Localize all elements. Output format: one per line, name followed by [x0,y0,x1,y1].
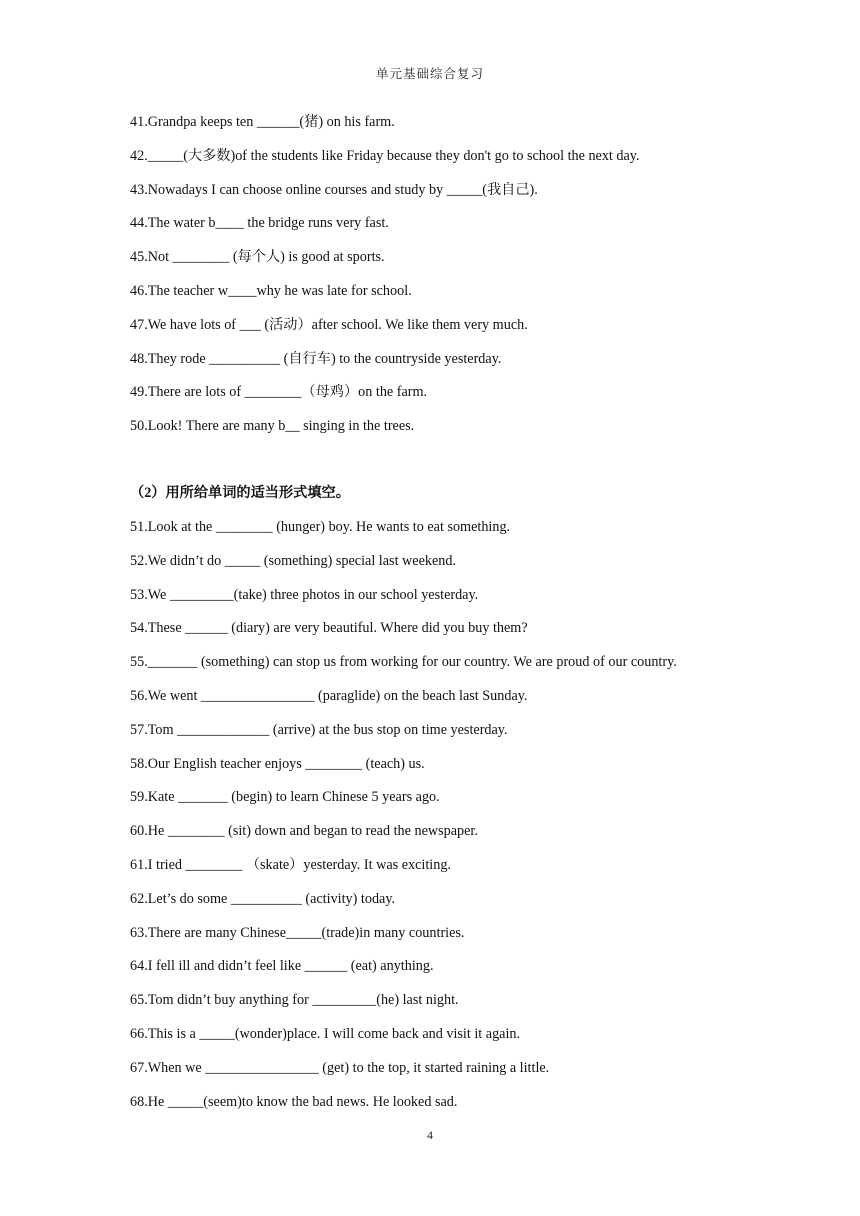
exercise-item: 58.Our English teacher enjoys ________ (teach) us. [130,755,425,772]
exercise-item: 46.The teacher w____why he was late for school. [130,283,412,299]
exercise-item: 51.Look at the ________ (hunger) boy. He wants to eat something. [130,519,511,535]
exercise-item: 56.We went ________________ (paraglide) on the beach last Sunday. [130,688,528,704]
exercise-item: 61.I tried ________ （skate）yesterday. It was exciting. [130,857,451,873]
exercise-item: 52.We didn’t do _____ (something) special last weekend. [130,552,457,569]
exercise-item: 63.There are many Chinese_____(trade)in many countries. [130,924,465,941]
exercise-item: 47.We have lots of ___ (活动）after school. We like them very much. [130,316,528,333]
exercise-item: 64.I fell ill and didn’t feel like ______ (eat) anything. [130,958,434,975]
exercise-item: 67.When we ________________ (get) to the top, it started raining a little. [130,1059,550,1076]
exercise-item: 65.Tom didn’t buy anything for _________(he) last night. [130,992,459,1009]
exercise-item: 54.These ______ (diary) are very beautiful. Where did you buy them? [130,620,528,637]
exercise-item: 45.Not ________ (每个人) is good at sports. [130,249,385,266]
exercise-item: 53.We _________(take) three photos in our school yesterday. [130,586,479,603]
exercise-item: 41.Grandpa keeps ten ______(猪) on his farm. [130,114,395,130]
page-number: 4 [427,1128,433,1142]
exercise-item: 44.The water b____ the bridge runs very fast. [130,215,389,232]
page-header: 单元基础综合复习 [375,67,484,81]
exercise-item: 48.They rode __________ (自行车) to the countryside yesterday. [130,350,502,367]
exercise-item: 68.He _____(seem)to know the bad news. He looked sad. [130,1093,458,1110]
exercise-item: 42._____(大多数)of the students like Friday because they don't go to school the next day. [130,147,640,164]
exercise-item: 57.Tom _____________ (arrive) at the bus stop on time yesterday. [130,721,508,738]
exercise-item: 43.Nowadays I can choose online courses and study by _____(我自己). [130,181,538,198]
exercise-item: 66.This is a _____(wonder)place. I will come back and visit it again. [130,1026,521,1042]
section-title: （2）用所给单词的适当形式填空。 [130,485,350,501]
exercise-item: 55._______ (something) can stop us from working for our country. We are proud of our country. [130,654,677,671]
exercise-item: 60.He ________ (sit) down and began to read the newspaper. [130,823,478,840]
exercise-item: 59.Kate _______ (begin) to learn Chinese 5 years ago. [130,789,440,806]
exercise-item: 50.Look! There are many b__ singing in the trees. [130,418,415,435]
exercise-item: 49.There are lots of ________（母鸡）on the farm. [130,384,428,401]
exercise-item: 62.Let’s do some __________ (activity) today. [130,890,396,907]
